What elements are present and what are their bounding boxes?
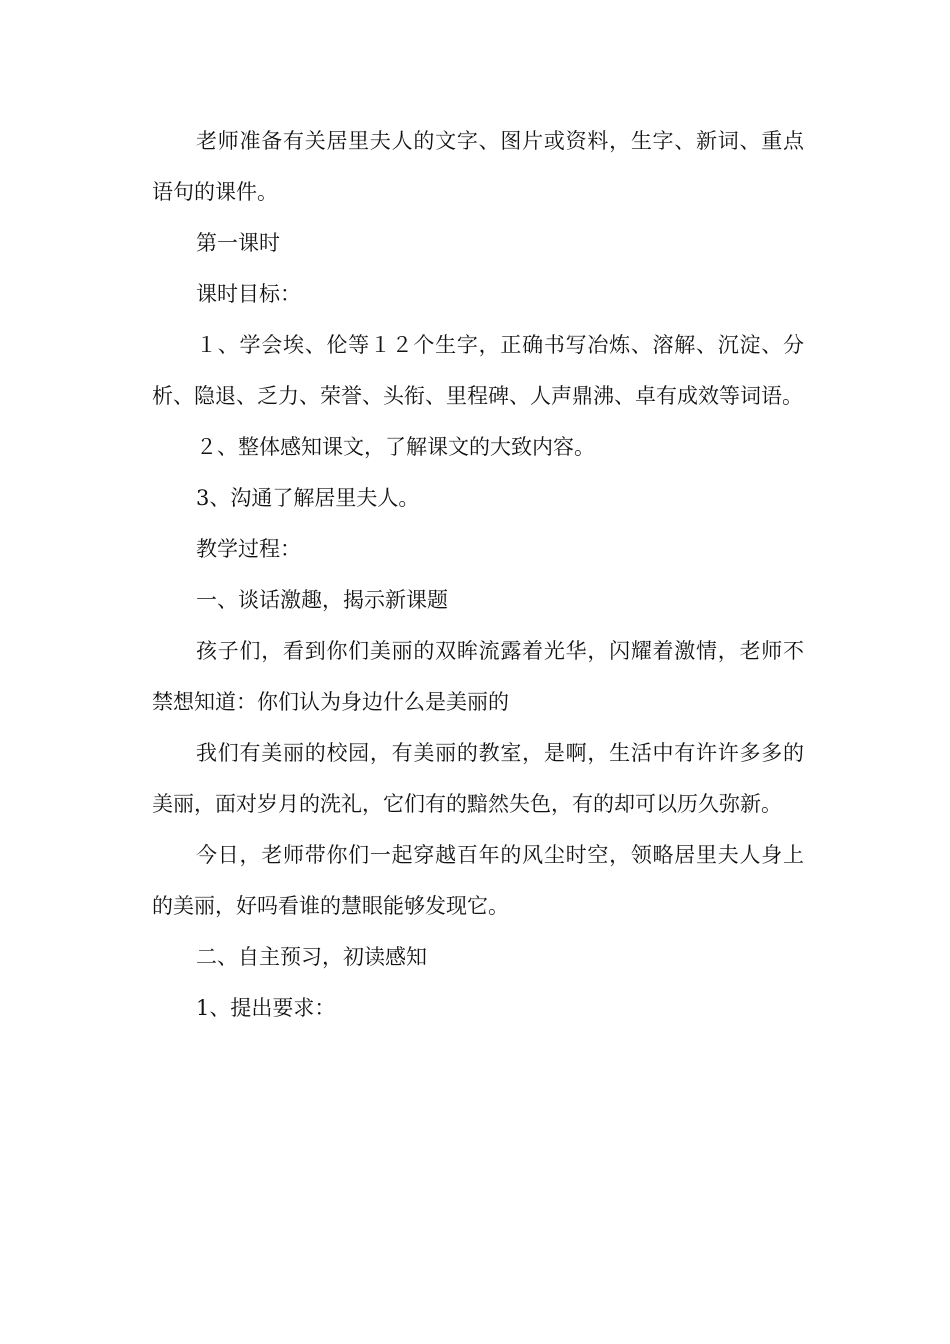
- paragraph-materials: 老师准备有关居里夫人的文字、图片或资料，生字、新词、重点语句的课件。: [152, 129, 804, 204]
- paragraph-lesson-one: 第一课时: [196, 231, 280, 255]
- paragraph-intro-question: 孩子们，看到你们美丽的双眸流露着光华，闪耀着激情，老师不禁想知道：你们认为身边什么是美丽的: [152, 639, 804, 714]
- paragraph-beauty: 我们有美丽的校园，有美丽的教室，是啊，生活中有许许多多的美丽，面对岁月的洗礼，它们有的黯然失色，有的却可以历久弥新。: [152, 741, 804, 816]
- paragraph-objective-2: ２、整体感知课文，了解课文的大致内容。: [196, 435, 595, 459]
- paragraph-objective-1: １、学会埃、伦等１２个生字，正确书写冶炼、溶解、沉淀、分析、隐退、乏力、荣誉、头衔、里程碑、人声鼎沸、卓有成效等词语。: [152, 333, 804, 408]
- paragraph-today: 今日，老师带你们一起穿越百年的风尘时空，领略居里夫人身上的美丽，好吗看谁的慧眼能够发现它。: [152, 843, 804, 918]
- paragraph-process-heading: 教学过程：: [196, 537, 301, 561]
- document-body: [152, 116, 804, 1034]
- paragraph-section-1-heading: 一、谈话激趣，揭示新课题: [196, 588, 448, 612]
- paragraph-objective-3: 3、沟通了解居里夫人。: [196, 486, 420, 510]
- paragraph-section-2-heading: 二、自主预习，初读感知: [196, 945, 427, 969]
- paragraph-objectives-heading: 课时目标：: [196, 282, 301, 306]
- paragraph-requirements: 1、提出要求：: [196, 996, 336, 1020]
